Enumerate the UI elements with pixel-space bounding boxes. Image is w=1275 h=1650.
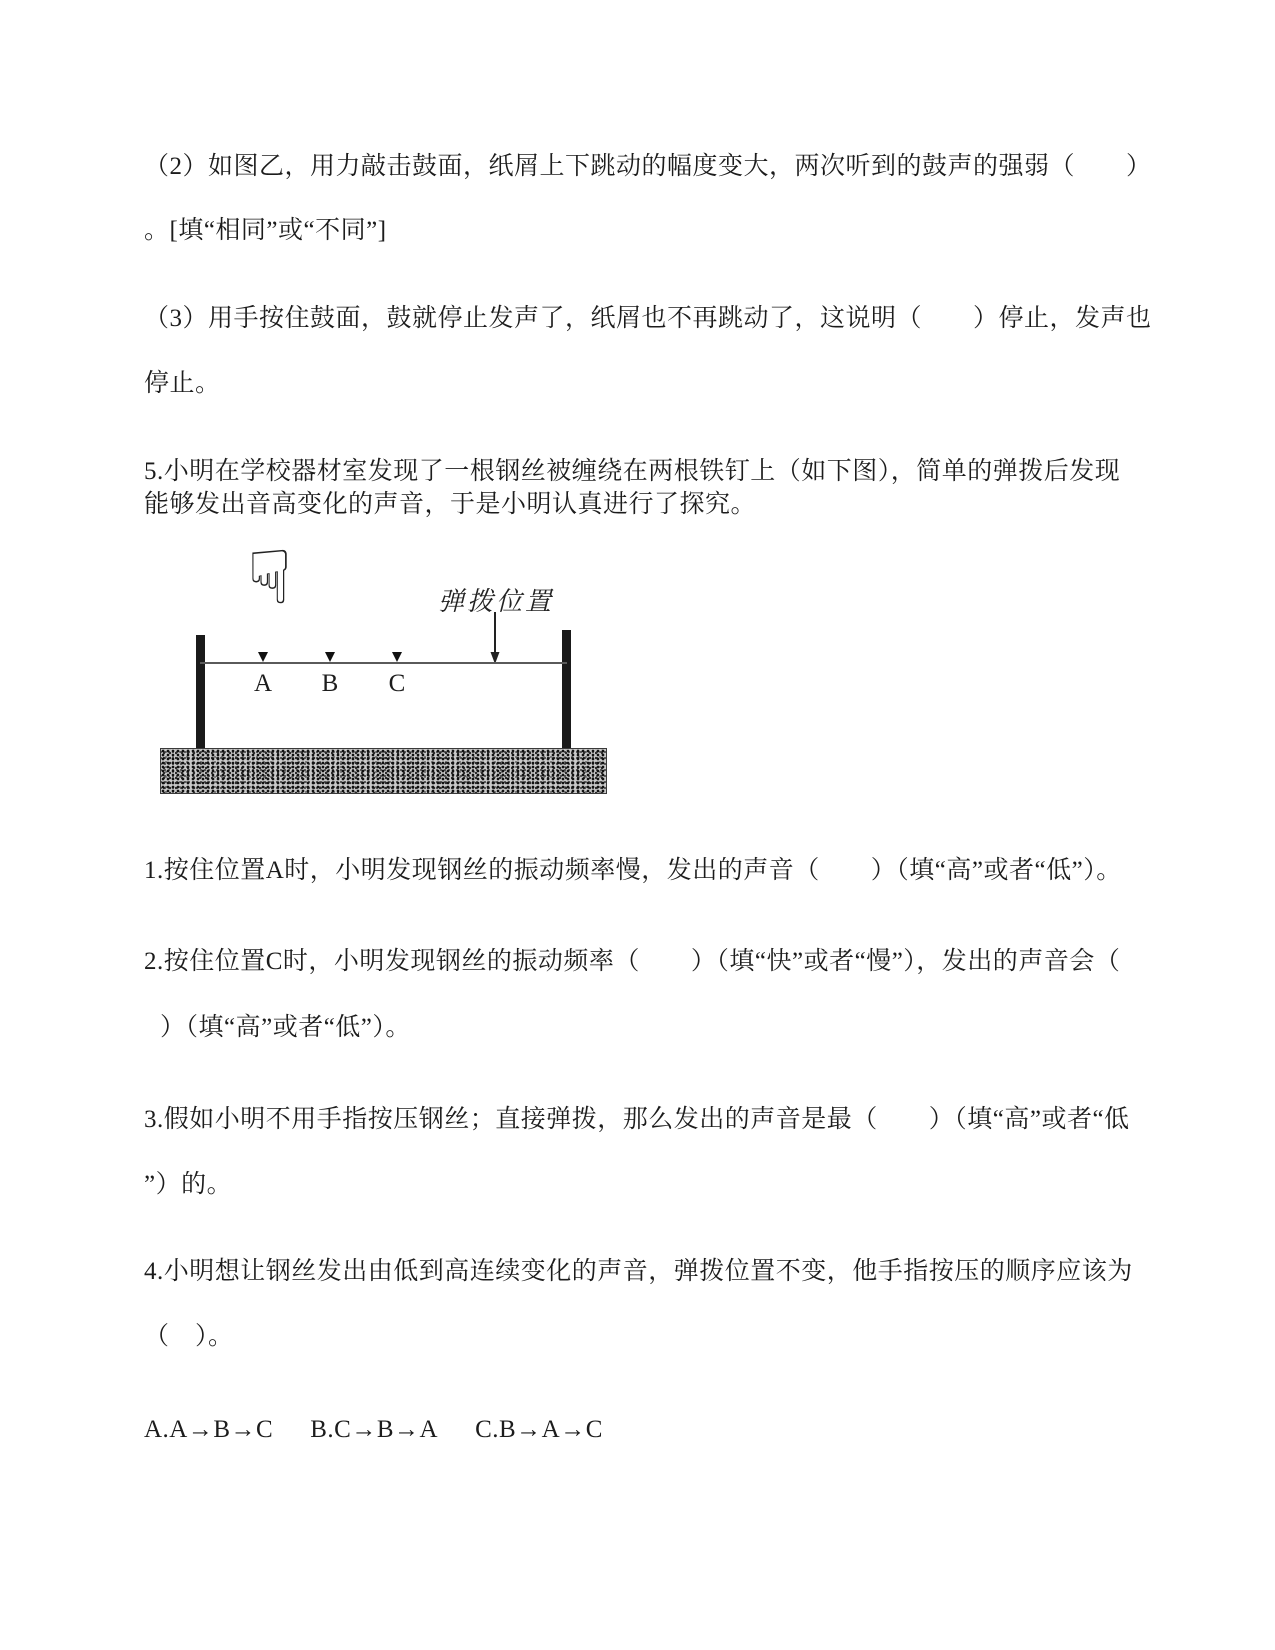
answer-options-row — [144, 1414, 603, 1445]
position-label-b: B — [321, 670, 339, 697]
question-2-line1: （2）如图乙，用力敲击鼓面，纸屑上下跳动的幅度变大，两次听到的鼓声的强弱（ ） — [144, 153, 1152, 180]
position-marker-a-icon — [258, 652, 268, 662]
steel-wire — [200, 662, 567, 664]
subquestion-4-line1: 4.小明想让钢丝发出由低到高连续变化的声音，弹拨位置不变，他手指按压的顺序应该为 — [144, 1258, 1133, 1285]
pointing-hand-down-icon: ☟ — [247, 535, 293, 621]
position-marker-b-icon — [325, 652, 335, 662]
subquestion-3-line2: ”）的。 — [144, 1171, 233, 1198]
down-arrow-icon — [488, 612, 502, 664]
subquestion-4-line2: （ ）。 — [144, 1323, 234, 1350]
question-2-line2: 。[填“相同”或“不同”] — [144, 217, 387, 244]
position-marker-c-icon — [392, 652, 402, 662]
question-3-line1: （3）用手按住鼓面，鼓就停止发声了，纸屑也不再跳动了，这说明（ ）停止，发声也 — [144, 305, 1152, 332]
pluck-position-label: 弹拨位置 — [438, 587, 555, 616]
subquestion-1: 1.按住位置A时，小明发现钢丝的振动频率慢，发出的声音（ ）（填“高”或者“低”）。 — [144, 857, 1122, 884]
subquestion-3-line1: 3.假如小明不用手指按压钢丝；直接弹拨，那么发出的声音是最（ ）（填“高”或者“低 — [144, 1106, 1130, 1133]
position-label-a: A — [253, 670, 273, 697]
subquestion-2-line1: 2.按住位置C时，小明发现钢丝的振动频率（ ）（填“快”或者“慢”），发出的声音会（ — [144, 948, 1121, 975]
wire-experiment-figure — [155, 535, 617, 797]
question-5-intro-line1: 5.小明在学校器材室发现了一根钢丝被缠绕在两根铁钉上（如下图），简单的弹拨后发现 — [144, 458, 1121, 485]
right-nail — [562, 630, 571, 762]
ground-base — [160, 748, 607, 794]
option-b: B.C→B→A — [310, 1416, 439, 1443]
option-c: C.B→A→C — [475, 1416, 603, 1443]
left-nail — [196, 635, 205, 762]
option-a: A.A→B→C — [144, 1416, 274, 1443]
subquestion-2-line2: ）（填“高”或者“低”）。 — [160, 1014, 411, 1041]
position-label-c: C — [388, 670, 406, 697]
question-5-intro-line2: 能够发出音高变化的声音，于是小明认真进行了探究。 — [144, 491, 757, 518]
question-3-line2: 停止。 — [144, 370, 221, 397]
